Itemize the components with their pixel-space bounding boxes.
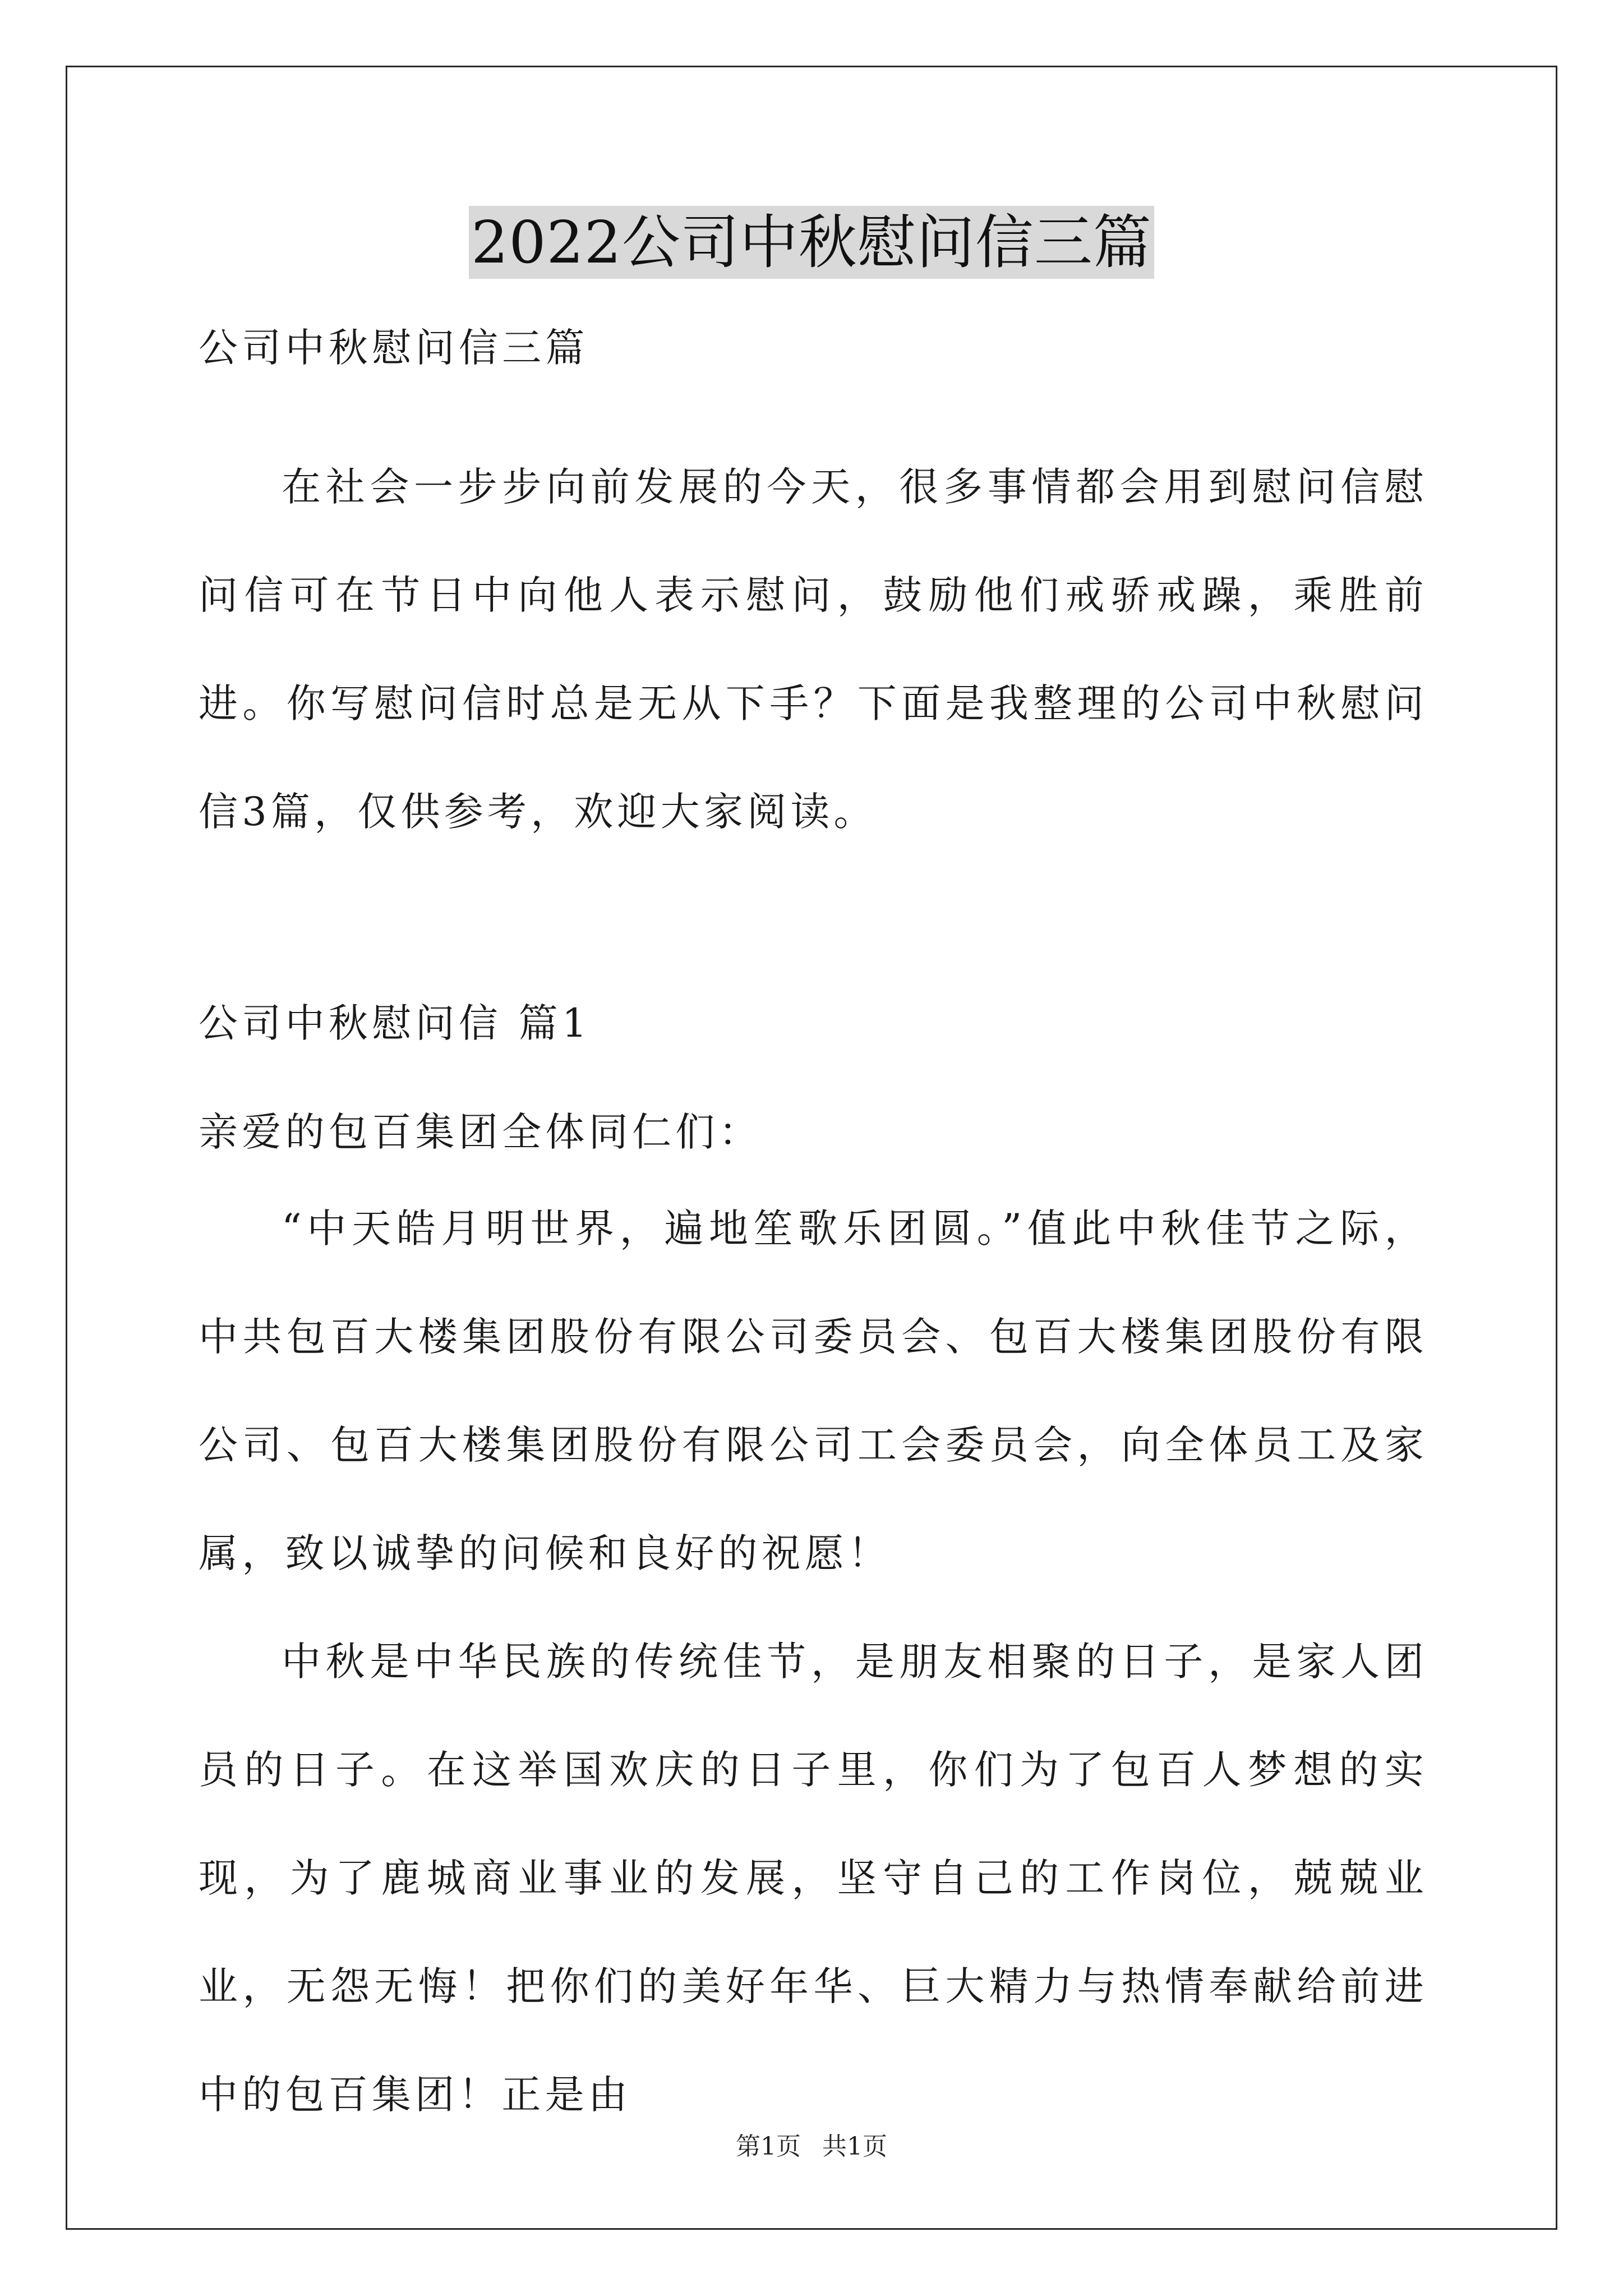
document-subtitle: 公司中秋慰问信三篇	[199, 325, 589, 371]
title-container	[0, 206, 1623, 279]
page-number: 第1页	[736, 2132, 801, 2161]
section-heading: 公司中秋慰问信 篇1	[199, 1000, 591, 1046]
body-paragraph-2: 中秋是中华民族的传统佳节，是朋友相聚的日子，是家人团员的日子。在这举国欢庆的日子里，你们为了包百人梦想的实现，为了鹿城商业事业的发展，坚守自己的工作岗位，兢兢业业，无怨无悔！把你们的美好年华、巨大精力与热情奉献给前进中的包百集团！正是由	[199, 1639, 1428, 2118]
page-footer	[0, 2126, 1623, 2162]
salutation: 亲爱的包百集团全体同仁们：	[199, 1109, 762, 1155]
page-total: 共1页	[822, 2132, 887, 2161]
intro-paragraph: 在社会一步步向前发展的今天，很多事情都会用到慰问信慰问信可在节日中向他人表示慰问，鼓励他们戒骄戒躁，乘胜前进。你写慰问信时总是无从下手？下面是我整理的公司中秋慰问信3篇，仅供参考，欢迎大家阅读。	[199, 464, 1428, 835]
body-paragraph-1: “中天皓月明世界，遍地笙歌乐团圆。”值此中秋佳节之际，中共包百大楼集团股份有限公司委员会、包百大楼集团股份有限公司、包百大楼集团股份有限公司工会委员会，向全体员工及家属，致以诚挚的问候和良好的祝愿！	[199, 1205, 1428, 1576]
document-title: 2022公司中秋慰问信三篇	[469, 206, 1154, 279]
